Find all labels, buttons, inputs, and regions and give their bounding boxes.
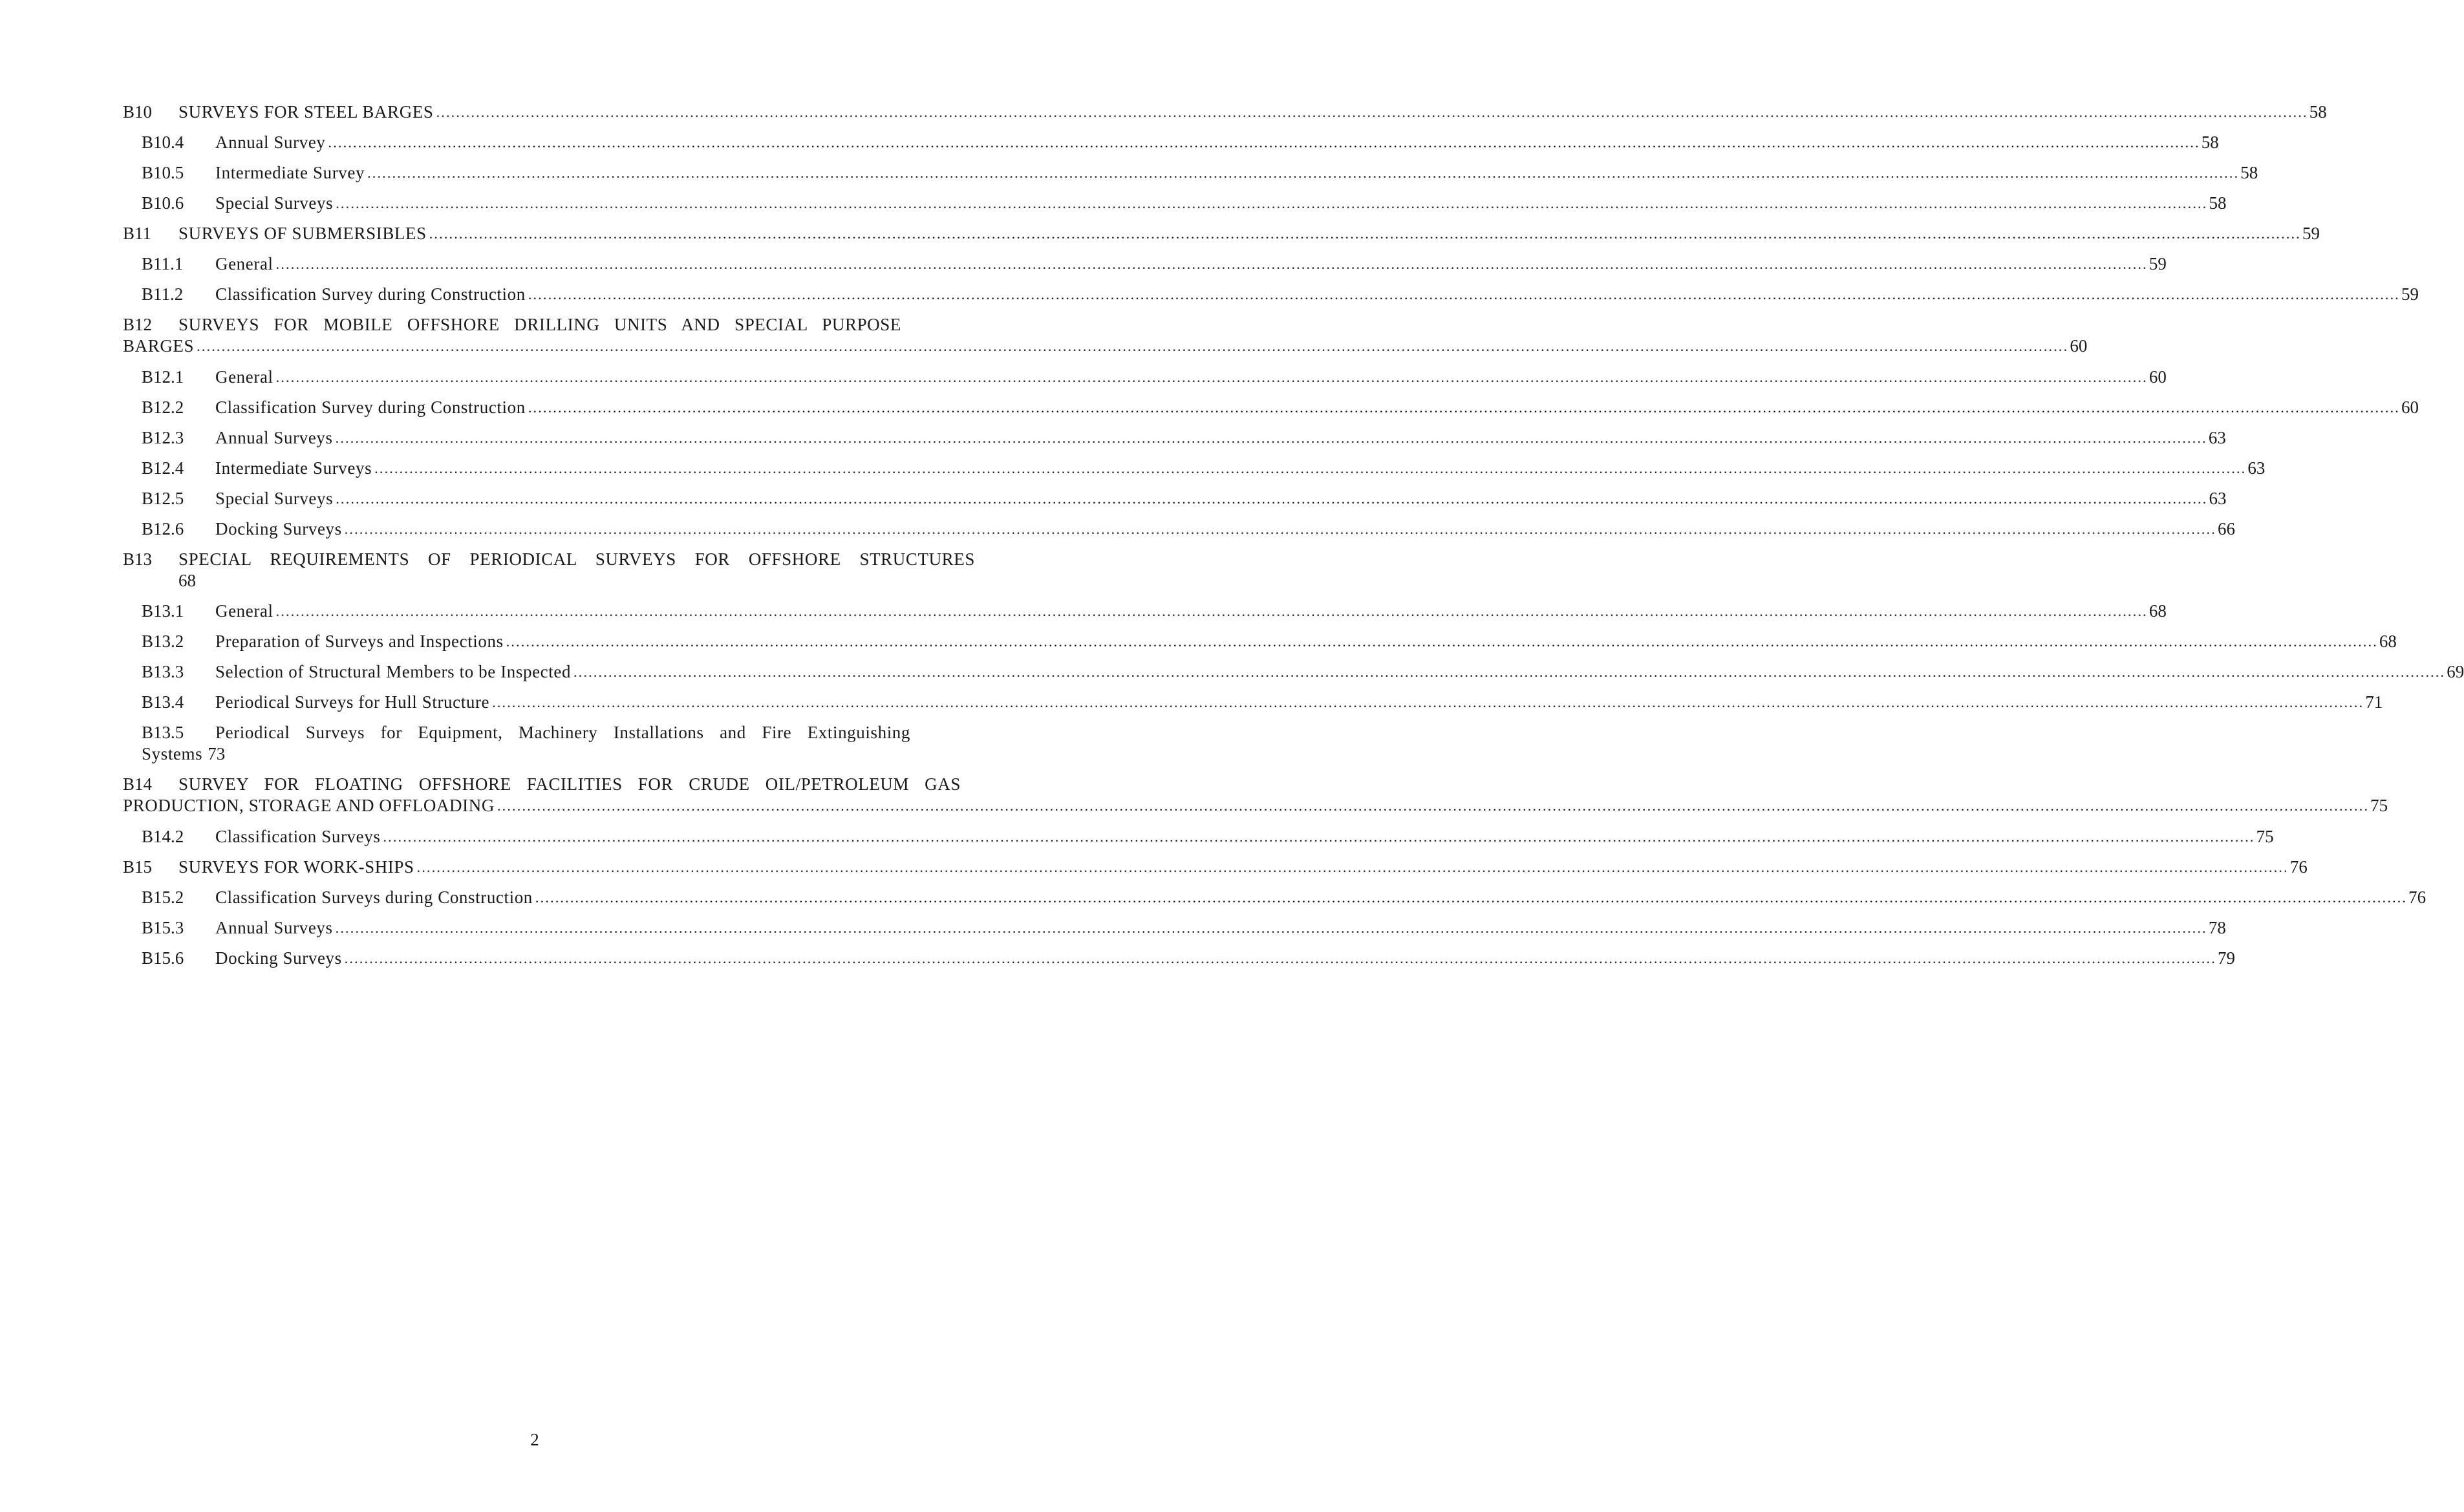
- toc-entry-page: 75: [2256, 827, 2274, 846]
- toc-entry-b11[interactable]: [123, 223, 2320, 251]
- toc-entry-b10-4[interactable]: [123, 132, 2219, 160]
- toc-entry-title-continued: Systems: [142, 744, 203, 763]
- dot-leader: [528, 283, 2400, 305]
- toc-entry-b11-1[interactable]: [123, 253, 2167, 282]
- toc-entry-page: 60: [2148, 367, 2167, 387]
- toc-entry-number: B12.6: [142, 519, 184, 538]
- toc-entry-number: B13.4: [142, 692, 184, 712]
- toc-entry-title: Intermediate Survey: [215, 163, 365, 182]
- toc-entry-number: B12.1: [142, 367, 184, 387]
- dot-leader: [367, 162, 2239, 184]
- toc-entry-number: B11: [123, 224, 152, 243]
- toc-entry-number: B13: [123, 549, 153, 569]
- toc-entry-page: 68: [2148, 601, 2167, 621]
- dot-leader: [497, 794, 2369, 816]
- toc-entry-title: SPECIAL REQUIREMENTS OF PERIODICAL SURVEYS FOR OFFSHORE STRUCTURES: [178, 549, 975, 569]
- toc-entry-title: General: [215, 601, 273, 621]
- toc-entry-page: 63: [2247, 458, 2266, 478]
- toc-entry-title: SURVEY FOR FLOATING OFFSHORE FACILITIES FOR CRUDE OIL/PETROLEUM GAS: [178, 774, 961, 794]
- toc-entry-b13[interactable]: [123, 549, 975, 591]
- toc-entry-b13-4[interactable]: [123, 692, 2383, 720]
- toc-entry-number: B10.5: [142, 163, 184, 182]
- toc-entry-page: 71: [2365, 692, 2383, 712]
- dot-leader: [535, 886, 2407, 908]
- toc-entry-number: B13.3: [142, 662, 184, 681]
- toc-entry-number: B12.2: [142, 398, 184, 417]
- dot-leader: [417, 856, 2289, 878]
- toc-entry-title: Docking Surveys: [215, 519, 342, 538]
- toc-entry-number: B15: [123, 857, 153, 877]
- toc-entry-b13-5[interactable]: [123, 722, 975, 765]
- toc-entry-title: Preparation of Surveys and Inspections: [215, 632, 504, 651]
- toc-entry-title: Special Surveys: [215, 193, 334, 213]
- dot-leader: [492, 691, 2364, 713]
- dot-leader: [328, 131, 2200, 153]
- dot-leader: [197, 335, 2068, 357]
- toc-entry-b12-3[interactable]: [123, 427, 2226, 456]
- toc-entry-number: B15.6: [142, 948, 184, 968]
- toc-entry-page: 78: [2208, 918, 2226, 937]
- toc-entry-page: 69: [2447, 662, 2464, 681]
- toc-entry-title-continued: BARGES: [123, 336, 195, 356]
- toc-entry-page: 59: [2148, 254, 2167, 273]
- dot-leader: [436, 101, 2308, 123]
- toc-entry-number: B10.6: [142, 193, 184, 213]
- toc-entry-b11-2[interactable]: [123, 284, 2419, 312]
- toc-entry-number: B13.1: [142, 601, 184, 621]
- toc-entry-title: Selection of Structural Members to be Inspected: [215, 662, 572, 681]
- toc-entry-title: SURVEYS OF SUBMERSIBLES: [178, 224, 427, 243]
- toc-entry-b12-1[interactable]: [123, 367, 2167, 395]
- toc-entry-b15-2[interactable]: [123, 887, 2427, 915]
- toc-entry-page: 63: [2208, 428, 2226, 447]
- toc-entry-title: Classification Surveys: [215, 827, 381, 846]
- toc-entry-title: SURVEYS FOR WORK-SHIPS: [178, 857, 414, 877]
- toc-entry-b13-2[interactable]: [123, 631, 2397, 659]
- toc-entry-page: 76: [2408, 888, 2427, 907]
- toc-entry-page: 58: [2201, 133, 2219, 152]
- toc-entry-page: 76: [2289, 857, 2308, 877]
- toc-entry-b13-3[interactable]: [123, 661, 2464, 690]
- dot-leader: [429, 222, 2301, 244]
- toc-entry-b12-4[interactable]: [123, 458, 2266, 486]
- toc-entry-page: 60: [2401, 398, 2419, 417]
- toc-entry-b10-5[interactable]: [123, 162, 2258, 191]
- toc-entry-number: B14: [123, 774, 153, 794]
- toc-entry-title: Classification Surveys during Construction: [215, 888, 533, 907]
- toc-entry-number: B11.2: [142, 284, 184, 304]
- dot-leader: [336, 427, 2207, 449]
- page-number: 2: [530, 1430, 539, 1449]
- dot-leader: [506, 630, 2378, 652]
- dot-leader: [336, 192, 2207, 214]
- toc-entry-title: Annual Survey: [215, 133, 326, 152]
- toc-entry-b10-6[interactable]: [123, 193, 2227, 221]
- toc-entry-title: Special Surveys: [215, 489, 334, 508]
- toc-entry-number: B14.2: [142, 827, 184, 846]
- dot-leader: [345, 518, 2216, 540]
- toc-entry-b14-2[interactable]: [123, 826, 2274, 855]
- dot-leader: [383, 825, 2255, 847]
- toc-entry-title: SURVEYS FOR STEEL BARGES: [178, 102, 434, 122]
- toc-entry-b12-6[interactable]: [123, 518, 2235, 547]
- toc-entry-b12[interactable]: [123, 314, 2088, 357]
- toc-entry-title: General: [215, 367, 273, 387]
- toc-entry-title: Annual Surveys: [215, 918, 333, 937]
- toc-entry-page: 63: [2209, 489, 2227, 508]
- table-of-contents: [123, 101, 2464, 978]
- toc-entry-number: B12.3: [142, 428, 184, 447]
- toc-entry-page: 58: [2209, 193, 2227, 213]
- toc-entry-number: B10.4: [142, 133, 184, 152]
- toc-entry-title: Periodical Surveys for Equipment, Machinery Installations and Fire Extinguishing: [215, 723, 910, 742]
- toc-entry-number: B12.5: [142, 489, 184, 508]
- dot-leader: [276, 366, 2148, 388]
- toc-entry-number: B15.3: [142, 918, 184, 937]
- dot-leader: [345, 947, 2216, 969]
- dot-leader: [528, 396, 2400, 418]
- toc-entry-page: 75: [2370, 796, 2388, 815]
- toc-entry-b12-2[interactable]: [123, 397, 2419, 425]
- toc-entry-page: 79: [2217, 948, 2235, 968]
- toc-entry-number: B15.2: [142, 888, 184, 907]
- toc-entry-b12-5[interactable]: [123, 488, 2227, 516]
- toc-entry-b15-3[interactable]: [123, 917, 2226, 946]
- toc-entry-title: General: [215, 254, 273, 273]
- toc-entry-page: 58: [2309, 102, 2327, 122]
- toc-entry-title: Docking Surveys: [215, 948, 342, 968]
- toc-entry-page: 73: [208, 744, 226, 763]
- dot-leader: [336, 487, 2207, 509]
- toc-entry-number: B12.4: [142, 458, 184, 478]
- toc-entry-page: 66: [2217, 519, 2235, 538]
- toc-entry-number: B13.2: [142, 632, 184, 651]
- toc-entry-page: 60: [2070, 336, 2088, 356]
- toc-entry-page: 59: [2401, 284, 2419, 304]
- toc-entry-number: B12: [123, 315, 153, 334]
- dot-leader: [276, 600, 2148, 622]
- toc-entry-page: 68: [178, 571, 196, 590]
- dot-leader: [276, 253, 2148, 275]
- toc-entry-b10[interactable]: [123, 101, 2327, 130]
- toc-entry-b13-1[interactable]: [123, 601, 2167, 629]
- toc-entry-number: B10: [123, 102, 153, 122]
- toc-entry-b15[interactable]: [123, 857, 2308, 885]
- toc-entry-title: Classification Survey during Construction: [215, 398, 526, 417]
- toc-entry-title: Classification Survey during Construction: [215, 284, 526, 304]
- toc-entry-b15-6[interactable]: [123, 948, 2235, 976]
- toc-entry-title: SURVEYS FOR MOBILE OFFSHORE DRILLING UNITS AND SPECIAL PURPOSE: [178, 315, 901, 334]
- dot-leader: [336, 917, 2207, 939]
- toc-entry-page: 58: [2240, 163, 2258, 182]
- toc-entry-title: Annual Surveys: [215, 428, 333, 447]
- toc-entry-title: Periodical Surveys for Hull Structure: [215, 692, 490, 712]
- toc-entry-b14[interactable]: [123, 774, 2388, 817]
- toc-entry-page: 68: [2379, 632, 2397, 651]
- toc-entry-title-continued: PRODUCTION, STORAGE AND OFFLOADING: [123, 796, 495, 815]
- toc-entry-title: Intermediate Surveys: [215, 458, 372, 478]
- dot-leader: [374, 457, 2246, 479]
- toc-entry-number: B11.1: [142, 254, 184, 273]
- dot-leader: [573, 661, 2445, 683]
- toc-entry-page: 59: [2302, 224, 2320, 243]
- toc-entry-number: B13.5: [142, 723, 184, 742]
